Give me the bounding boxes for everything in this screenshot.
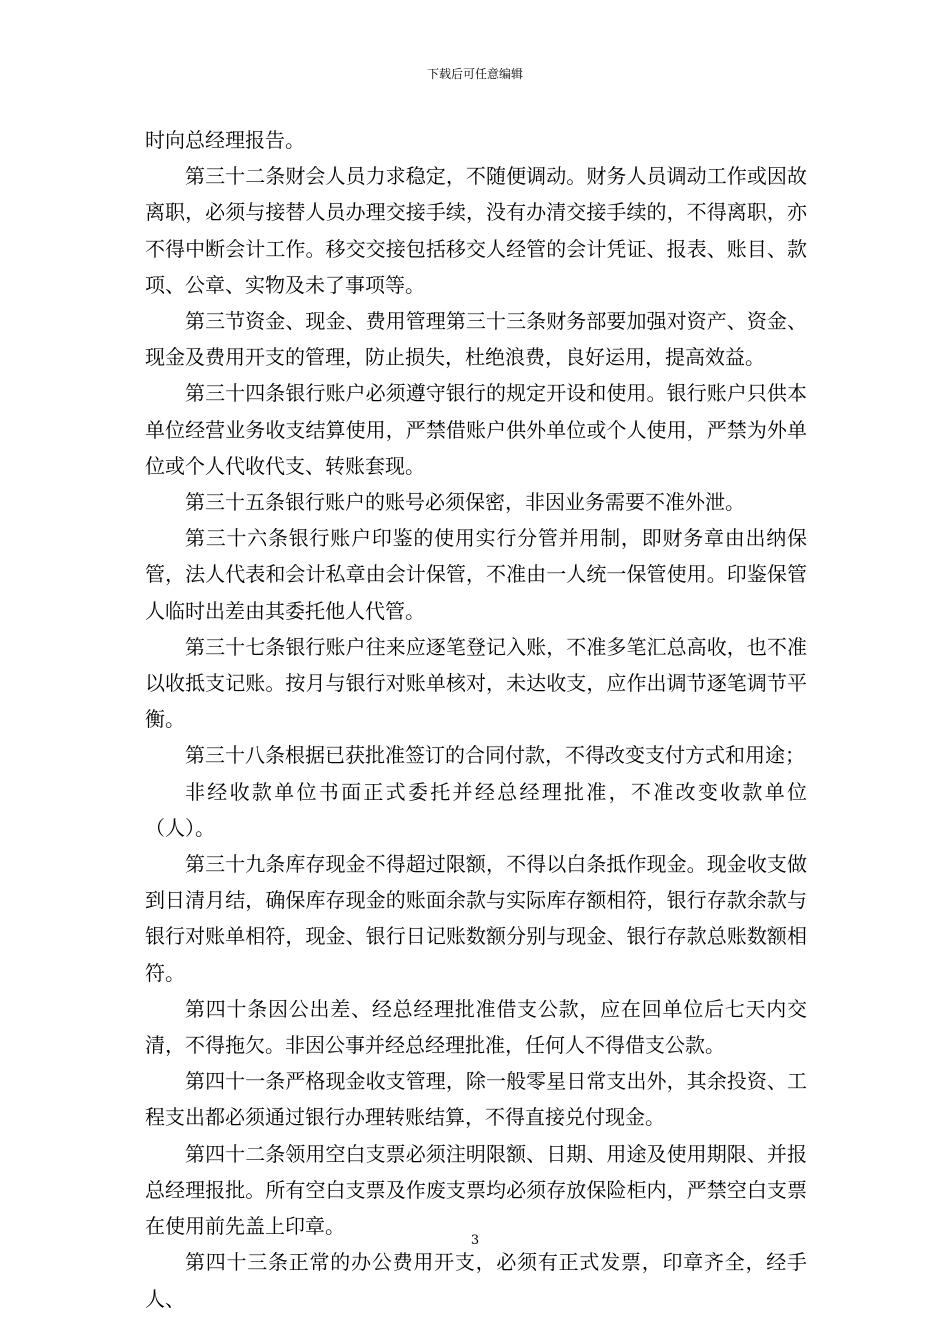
page-header: 下载后可任意编辑	[426, 67, 523, 81]
paragraph: 第三十五条银行账户的账号必须保密，非因业务需要不准外泄。	[185, 490, 745, 515]
paragraph: 第三十八条根据已获批准签订的合同付款，不得改变支付方式和用途；	[185, 743, 805, 768]
paragraph: 第四十一条严格现金收支管理，除一般零星日常支出外，其余投资、工程支出都必须通过银行办理转账结算，不得直接兑付现金。	[145, 1069, 807, 1130]
paragraph: 第三节资金、现金、费用管理第三十三条财务部要加强对资产、资金、现金及费用开支的管理，防止损失，杜绝浪费，良好运用，提高效益。	[145, 309, 807, 370]
page-number: 3	[470, 1233, 480, 1248]
paragraph: 时向总经理报告。	[145, 128, 305, 152]
paragraph: 第三十六条银行账户印鉴的使用实行分管并用制，即财务章由出纳保管，法人代表和会计私章由会计保管，不准由一人统一保管使用。印鉴保管人临时出差由其委托他人代管。	[145, 526, 807, 623]
paragraph: 第四十二条领用空白支票必须注明限额、日期、用途及使用期限、并报总经理报批。所有空白支票及作废支票均必须存放保险柜内，严禁空白支票在使用前先盖上印章。	[145, 1141, 807, 1239]
paragraph: 第三十七条银行账户往来应逐笔登记入账，不准多笔汇总高收，也不准以收抵支记账。按月与银行对账单核对，未达收支，应作出调节逐笔调节平衡。	[145, 634, 807, 732]
paragraph: 第四十条因公出差、经总经理批准借支公款，应在回单位后七天内交清，不得拖欠。非因公事并经总经理批准，任何人不得借支公款。	[145, 996, 807, 1058]
document-body	[145, 122, 807, 1317]
paragraph: 第三十九条库存现金不得超过限额，不得以白条抵作现金。现金收支做到日清月结，确保库存现金的账面余款与实际库存额相符，银行存款余款与银行对账单相符，现金、银行日记账数额分别与现金、银行存款总账数额相符。	[145, 852, 807, 985]
paragraph: 非经收款单位书面正式委托并经总经理批准，不准改变收款单位（人）。	[145, 779, 807, 840]
paragraph: 第四十三条正常的办公费用开支，必须有正式发票，印章齐全，经手人、	[145, 1250, 807, 1311]
paragraph: 第三十四条银行账户必须遵守银行的规定开设和使用。银行账户只供本单位经营业务收支结算使用，严禁借账户供外单位或个人使用，严禁为外单位或个人代收代支、转账套现。	[145, 381, 807, 478]
paragraph: 第三十二条财会人员力求稳定，不随便调动。财务人员调动工作或因故离职，必须与接替人员办理交接手续，没有办清交接手续的，不得离职，亦不得中断会计工作。移交交接包括移交人经管的会计凭证、报表、账目、款项、公章、实物及未了事项等。	[145, 164, 807, 297]
